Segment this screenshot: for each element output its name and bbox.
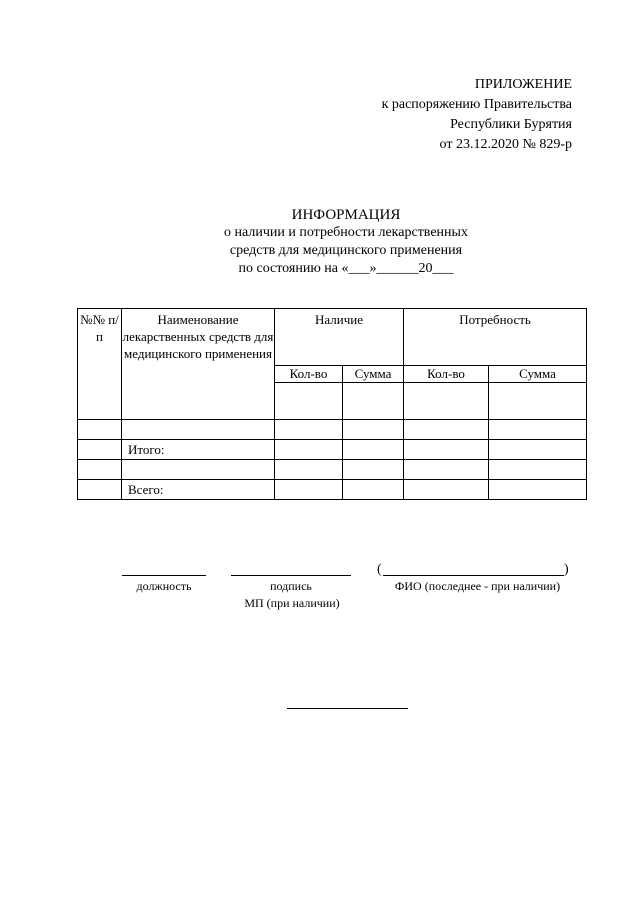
document-heading: [0, 206, 640, 278]
medicines-table: [77, 308, 587, 500]
appendix-line-3: от 23.12.2020 № 829-р: [439, 137, 572, 152]
table-row: [78, 460, 587, 480]
fio-close-paren: ): [564, 562, 569, 577]
stamp-caption: МП (при наличии): [244, 596, 340, 610]
heading-line-3: по состоянию на «___»______20___: [238, 261, 454, 276]
appendix-block: [382, 75, 572, 155]
table-cell: [404, 383, 489, 420]
header-availability: Наличие: [275, 309, 404, 366]
header-need-sum: Сумма: [489, 366, 587, 383]
table-row: [78, 420, 587, 440]
appendix-line-1: к распоряжению Правительства: [381, 97, 572, 112]
header-availability-sum: Сумма: [343, 366, 404, 383]
vsego-label: Всего:: [122, 480, 275, 500]
fio-line: [383, 575, 564, 576]
table-row-vsego: [78, 480, 587, 500]
heading-line-2: средств для медицинского применения: [229, 243, 463, 258]
closing-line: [287, 708, 408, 709]
appendix-line-2: Республики Бурятия: [450, 117, 572, 132]
fio-open-paren: (: [377, 562, 382, 577]
header-number: №№ п/п: [78, 309, 122, 420]
signature-line: [231, 575, 351, 576]
signature-caption: подпись: [270, 579, 312, 593]
header-need: Потребность: [404, 309, 587, 366]
fio-caption: ФИО (последнее - при наличии): [394, 579, 561, 593]
header-need-qty: Кол-во: [404, 366, 489, 383]
position-line: [122, 575, 206, 576]
appendix-title: ПРИЛОЖЕНИЕ: [474, 77, 572, 92]
header-availability-qty: Кол-во: [275, 366, 343, 383]
table-row-itogo: [78, 440, 587, 460]
table-cell: [275, 383, 343, 420]
table-cell: [343, 383, 404, 420]
table-cell: [489, 383, 587, 420]
heading-line-1: о наличии и потребности лекарственных: [224, 225, 468, 240]
header-name: Наименование лекарственных средств для медицинского применения: [122, 309, 275, 420]
itogo-label: Итого:: [122, 440, 275, 460]
document-title: ИНФОРМАЦИЯ: [291, 207, 401, 223]
position-caption: должность: [136, 579, 192, 593]
